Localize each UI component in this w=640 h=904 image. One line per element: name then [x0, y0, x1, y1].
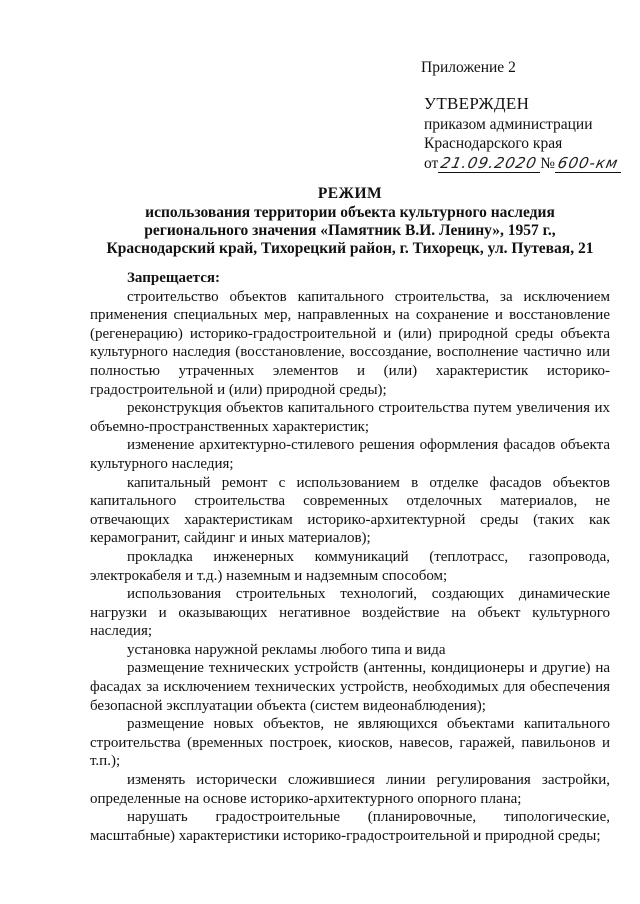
- handwritten-date: 21.09.2020: [439, 153, 540, 172]
- paragraph: строительство объектов капитального строительства, за исключением применения специальных мер, направленных на сохранение и восстановление (регенерацию) историко-градостроительной и (или) природной среды объекта культурного наследия (восстановление, воссоздание, восполнение частично или полностью утраченных элементов и (или) характеристик историко-градостроительной и (или) природной среды);: [90, 288, 610, 398]
- order-line-2: Краснодарского края: [424, 135, 563, 152]
- paragraph: изменение архитектурно-стилевого решения оформления фасадов объекта культурного наследия;: [90, 437, 610, 472]
- paragraph: капитальный ремонт с использованием в отделке фасадов объектов капитального строительства современных отделочных материалов, не отвечающих характеристикам историко-архитектурной среды (таких как керамогранит, сайдинг и иных материалов);: [90, 474, 610, 547]
- paragraph: использования строительных технологий, создающих динамические нагрузки и оказывающих негативное воздействие на объект культурного наследия;: [90, 586, 610, 640]
- paragraph: нарушать градостроительные (планировочные, типологические, масштабные) характеристики историко-градостроительной и природной среды;: [90, 809, 610, 844]
- approval-block: [424, 94, 621, 176]
- title-line-1: использования территории объекта культурного наследия: [145, 204, 555, 221]
- paragraph: реконструкция объектов капитального строительства путем увеличения их объемно-пространственных характеристик;: [90, 400, 610, 435]
- paragraph: изменять исторически сложившиеся линии регулирования застройки, определенные на основе историко-архитектурного опорного плана;: [90, 772, 610, 807]
- title-line-2: регионального значения «Памятник В.И. Ленину», 1957 г.,: [144, 222, 556, 239]
- paragraph: прокладка инженерных коммуникаций (теплотрасс, газопровода, электрокабеля и т.д.) наземным и надземным способом;: [90, 548, 610, 584]
- number-prefix: №: [540, 154, 556, 172]
- date-prefix: от: [424, 154, 439, 172]
- approved-heading: УТВЕРЖДЕН: [424, 94, 530, 113]
- document-title: [90, 185, 610, 258]
- appendix-label: Приложение 2: [421, 59, 516, 76]
- paragraph: размещение технических устройств (антенны, кондиционеры и другие) на фасадах за исключением технических устройств, необходимых для обеспечения безопасной эксплуатации объекта (систем видеонаблюдения);: [90, 660, 610, 714]
- number-field: [555, 155, 621, 173]
- document-body: [90, 269, 610, 845]
- order-line-1: приказом администрации: [424, 115, 593, 133]
- order-date-number: [424, 154, 621, 176]
- paragraph: установка наружной рекламы любого типа и вида: [127, 641, 446, 658]
- title-regime: РЕЖИМ: [317, 185, 383, 202]
- date-field: [438, 155, 540, 173]
- title-line-3: Краснодарский край, Тихорецкий район, г. Тихорецк, ул. Путевая, 21: [106, 240, 594, 257]
- handwritten-number: 600-км: [556, 153, 621, 172]
- prohibited-heading: Запрещается:: [127, 270, 221, 286]
- paragraph: размещение новых объектов, не являющихся объектами капитального строительства (временных построек, киосков, навесов, гаражей, павильонов и т.п.);: [90, 716, 610, 770]
